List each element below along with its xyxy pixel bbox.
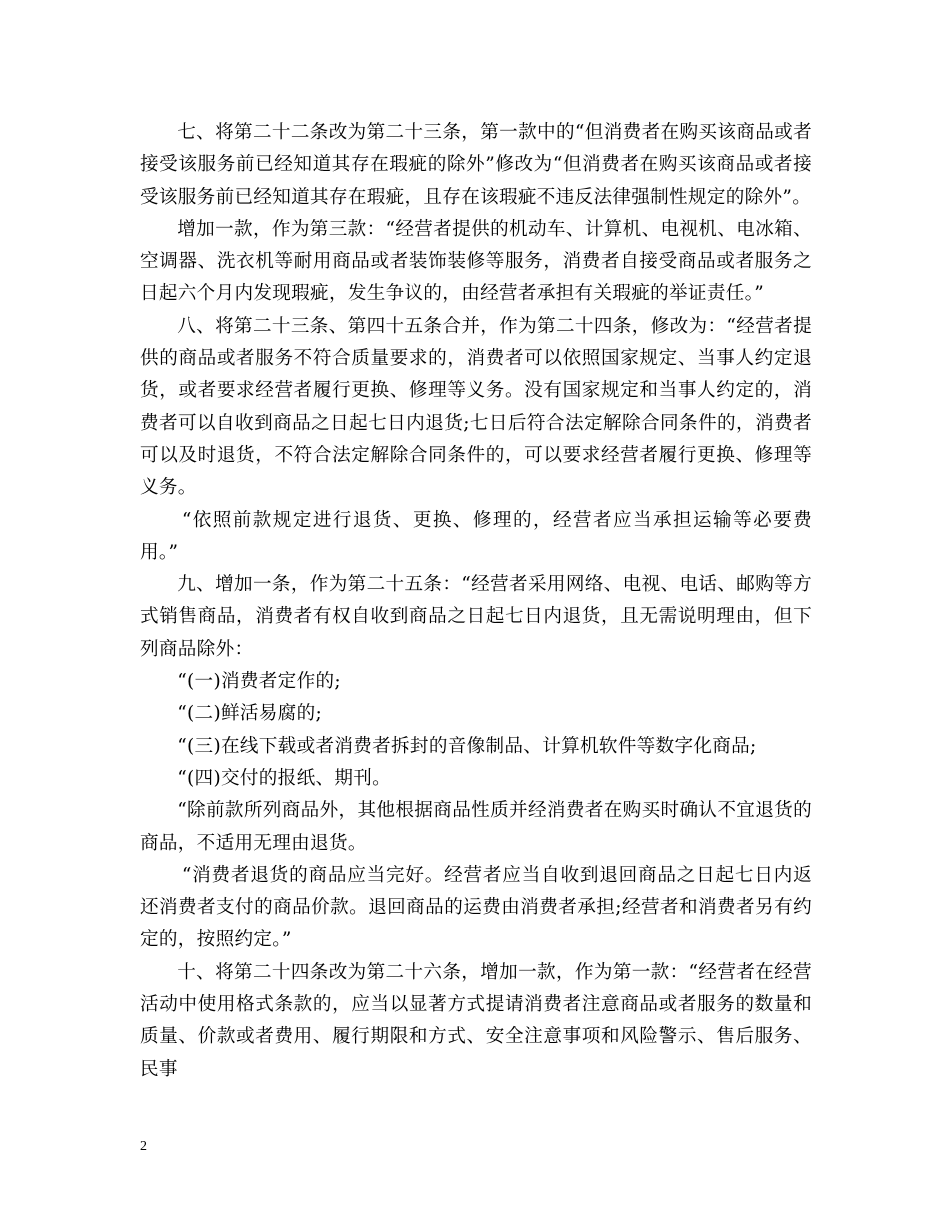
paragraph-return-condition: “消费者退货的商品应当完好。经营者应当自收到退回商品之日起七日内返还消费者支付的商品价款。退回商品的运费由消费者承担;经营者和消费者另有约定的，按照约定。” (140, 864, 812, 951)
paragraph-other-exceptions: “除前款所列商品外，其他根据商品性质并经消费者在购买时确认不宜退货的商品，不适用无理由退货。 (140, 800, 812, 854)
document-body (140, 117, 812, 1086)
list-item-exception-3: “(三)在线下载或者消费者拆封的音像制品、计算机软件等数字化商品; (177, 735, 757, 757)
paragraph-return-costs: “依照前款规定进行退货、更换、修理的，经营者应当承担运输等必要费用。” (140, 509, 812, 563)
list-item-exception-1: “(一)消费者定作的; (177, 671, 341, 693)
paragraph-article-8: 八、将第二十三条、第四十五条合并，作为第二十四条，修改为：“经营者提供的商品或者服务不符合质量要求的，消费者可以依照国家规定、当事人约定退货，或者要求经营者履行更换、修理等义务。没有国家规定和当事人约定的，消费者可以自收到商品之日起七日内退货;七日后符合法定解除合同条件的，消费者可以及时退货，不符合法定解除合同条件的，可以要求经营者履行更换、修理等义务。 (140, 315, 812, 499)
paragraph-article-9: 九、增加一条，作为第二十五条：“经营者采用网络、电视、电话、邮购等方式销售商品，消费者有权自收到商品之日起七日内退货，且无需说明理由，但下列商品除外： (140, 574, 812, 660)
paragraph-article-7: 七、将第二十二条改为第二十三条，第一款中的“但消费者在购买该商品或者接受该服务前已经知道其存在瑕疵的除外”修改为“但消费者在购买该商品或者接受该服务前已经知道其存在瑕疵，且存在该瑕疵不违反法律强制性规定的除外”。 (140, 122, 812, 208)
list-item-exception-2: “(二)鲜活易腐的; (177, 703, 323, 725)
paragraph-article-10: 十、将第二十四条改为第二十六条，增加一款，作为第一款：“经营者在经营活动中使用格式条款的，应当以显著方式提请消费者注意商品或者服务的数量和质量、价款或者费用、履行期限和方式、安全注意事项和风险警示、售后服务、民事 (140, 961, 812, 1080)
paragraph-add-clause-3: 增加一款，作为第三款：“经营者提供的机动车、计算机、电视机、电冰箱、空调器、洗衣机等耐用商品或者装饰装修等服务，消费者自接受商品或者服务之日起六个月内发现瑕疵，发生争议的，由经营者承担有关瑕疵的举证责任。” (140, 218, 812, 305)
list-item-exception-4: “(四)交付的报纸、期刊。 (177, 767, 392, 789)
page-number: 2 (140, 1139, 147, 1154)
